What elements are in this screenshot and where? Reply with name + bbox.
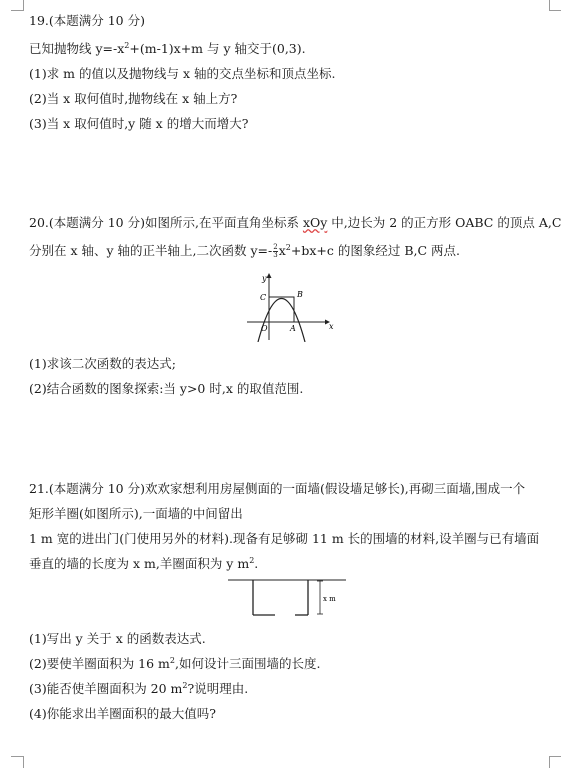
q21-part3-exponent: 2 bbox=[182, 680, 188, 690]
q19-header: 19.(本题满分 10 分) bbox=[29, 13, 145, 28]
q20-label-o: O bbox=[261, 324, 268, 333]
q19-stem-part2: +(m-1)x+m 与 y 轴交于(0,3). bbox=[129, 41, 306, 56]
q20-line1-part2: 中,边长为 2 的正方形 OABC 的顶点 A,C bbox=[327, 215, 562, 230]
q20-parabola-figure bbox=[245, 270, 335, 342]
q19-stem bbox=[29, 41, 306, 57]
q19-part1: (1)求 m 的值以及抛物线与 x 轴的交点坐标和顶点坐标. bbox=[29, 66, 336, 81]
q20-part1: (1)求该二次函数的表达式; bbox=[29, 356, 176, 371]
q20-fraction-denominator: 3 bbox=[273, 251, 278, 259]
q20-label-a: A bbox=[290, 324, 296, 333]
q20-line2-x: x bbox=[278, 243, 286, 258]
q21-part3 bbox=[29, 681, 248, 697]
corner-mark-top-right-h bbox=[549, 10, 561, 11]
q21-part2-b: ,如何设计三面围墙的长度. bbox=[175, 656, 321, 671]
q21-line4-exponent: 2 bbox=[249, 555, 255, 565]
q21-line1: 21.(本题满分 10 分)欢欢家想利用房屋侧面的一面墙(假设墙足够长),再砌三面墙,围成一个 bbox=[29, 481, 526, 496]
q20-line2 bbox=[29, 243, 460, 259]
q20-line1-part1: 20.(本题满分 10 分)如图所示,在平面直角坐标系 bbox=[29, 215, 303, 230]
q19-stem-exponent: 2 bbox=[124, 40, 130, 50]
q20-label-y: y bbox=[262, 274, 267, 283]
q20-label-b: B bbox=[297, 290, 303, 299]
q21-part1: (1)写出 y 关于 x 的函数表达式. bbox=[29, 631, 206, 646]
q20-y-axis-arrow-icon bbox=[267, 273, 272, 278]
corner-mark-top-left-v bbox=[23, 0, 24, 11]
q21-part2-a: (2)要使羊圈面积为 16 m bbox=[29, 656, 170, 671]
q21-sheep-pen-figure bbox=[228, 577, 350, 619]
q21-part4: (4)你能求出羊圈面积的最大值吗? bbox=[29, 706, 216, 721]
corner-mark-bottom-right-v bbox=[549, 756, 550, 768]
q21-part3-b: ?说明理由. bbox=[187, 681, 249, 696]
q20-label-x: x bbox=[329, 322, 334, 331]
q20-line2-part2: +bx+c 的图象经过 B,C 两点. bbox=[290, 243, 460, 258]
corner-mark-top-left-h bbox=[11, 10, 23, 11]
corner-mark-top-right-v bbox=[549, 0, 550, 11]
q19-stem-part1: 已知抛物线 y=-x bbox=[29, 41, 125, 56]
q21-part2-exponent: 2 bbox=[169, 655, 176, 665]
q21-part2 bbox=[29, 656, 320, 672]
q21-dimension-label: x m bbox=[323, 595, 336, 603]
q21-line2: 矩形羊圈(如图所示),一面墙的中间留出 bbox=[29, 506, 243, 521]
q21-line3: 1 m 宽的进出门(门使用另外的材料).现备有足够砌 11 m 长的围墙的材料,设羊圈与已有墙面 bbox=[29, 531, 540, 546]
corner-mark-bottom-left-v bbox=[23, 756, 24, 768]
q20-line1 bbox=[29, 215, 561, 231]
q20-fraction-numerator: 2 bbox=[273, 243, 278, 251]
corner-mark-bottom-right-h bbox=[549, 756, 561, 757]
q20-fraction bbox=[273, 244, 277, 259]
q21-part3-a: (3)能否使羊圈面积为 20 m bbox=[29, 681, 183, 696]
q20-square-oabc bbox=[269, 297, 294, 322]
q19-part2: (2)当 x 取何值时,抛物线在 x 轴上方? bbox=[29, 91, 238, 106]
q20-part2: (2)结合函数的图象探索:当 y>0 时,x 的取值范围. bbox=[29, 381, 304, 396]
q20-line2-part1: 分别在 x 轴、y 轴的正半轴上,二次函数 y=- bbox=[29, 243, 273, 258]
q20-label-c: C bbox=[260, 293, 267, 302]
q19-part3: (3)当 x 取何值时,y 随 x 的增大而增大? bbox=[29, 116, 249, 131]
q21-line4 bbox=[29, 556, 258, 572]
q20-line2-exponent: 2 bbox=[285, 242, 291, 252]
q21-line4-part2: . bbox=[254, 556, 259, 571]
corner-mark-bottom-left-h bbox=[11, 756, 23, 757]
q21-line4-part1: 垂直的墙的长度为 x m,羊圈面积为 y m bbox=[29, 556, 250, 571]
q20-xoy: xOy bbox=[302, 215, 328, 230]
q20-parabola-curve bbox=[258, 299, 305, 343]
